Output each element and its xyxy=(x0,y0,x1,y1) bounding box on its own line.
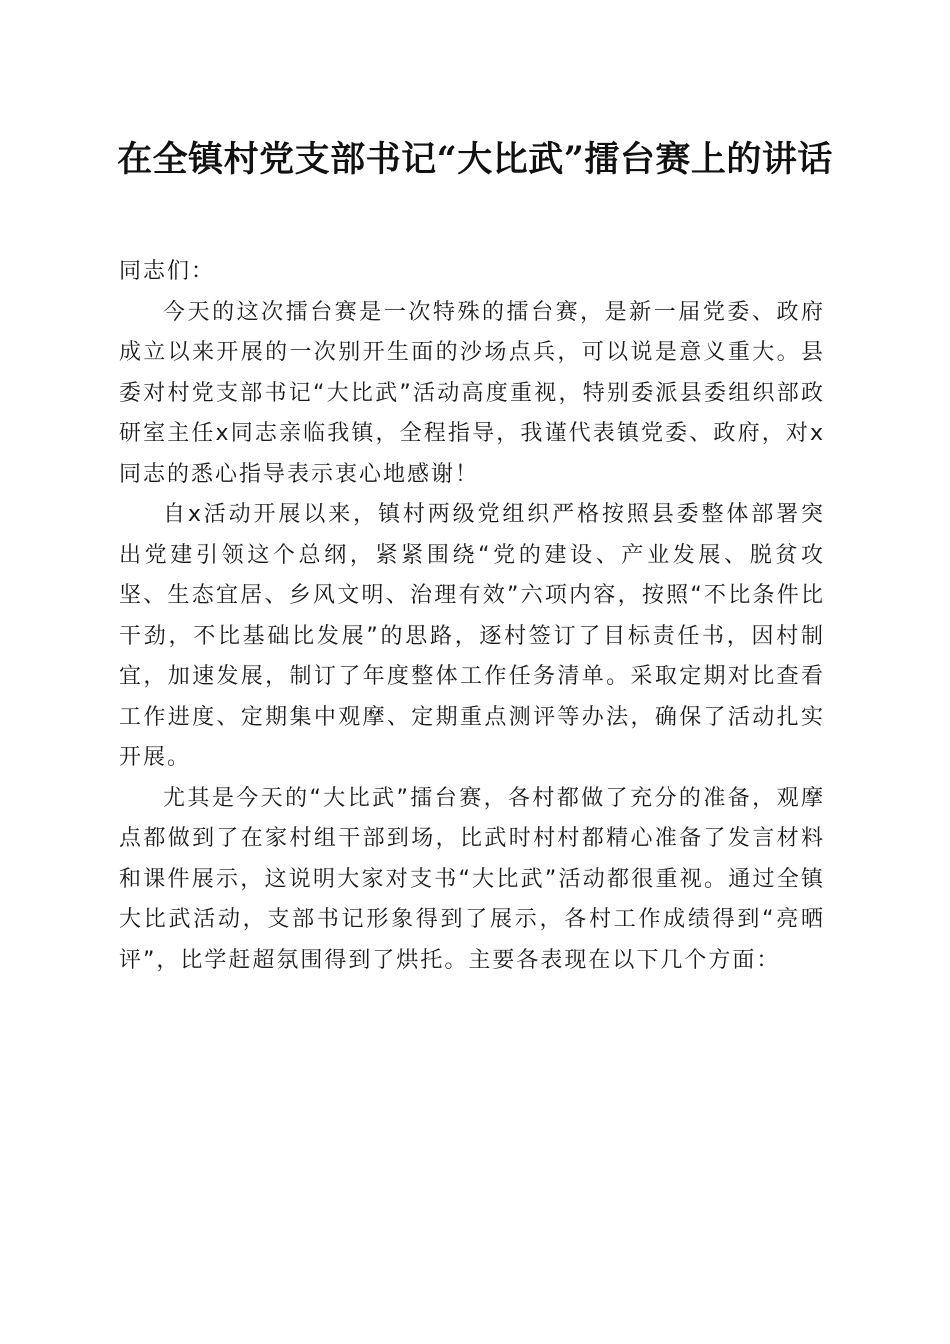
document-body xyxy=(119,252,825,981)
paragraph-3: 尤其是今天的“大比武”擂台赛，各村都做了充分的准备，观摩点都做到了在家村组干部到场，比武时村村都精心准备了发言材料和课件展示，这说明大家对支书“大比武”活动都很重视。通过全镇大比武活动，支部书记形象得到了展示，各村工作成绩得到“亮晒评”，比学赶超氛围得到了烘托。主要各表现在以下几个方面： xyxy=(119,785,825,973)
document-title: 在全镇村党支部书记“大比武”擂台赛上的讲话 xyxy=(117,139,833,180)
paragraph-2: 自x活动开展以来，镇村两级党组织严格按照县委整体部署突出党建引领这个总纲，紧紧围绕“党的建设、产业发展、脱贫攻坚、生态宜居、乡风文明、治理有效”六项内容，按照“不比条件比干劲，不比基础比发展”的思路，逐村签订了目标责任书，因村制宜，加速发展，制订了年度整体工作任务清单。采取定期对比查看工作进度、定期集中观摩、定期重点测评等办法，确保了活动扎实开展。 xyxy=(119,502,825,770)
salutation: 同志们： xyxy=(119,259,216,284)
paragraph-1: 今天的这次擂台赛是一次特殊的擂台赛，是新一届党委、政府成立以来开展的一次别开生面的沙场点兵，可以说是意义重大。县委对村党支部书记“大比武”活动高度重视，特别委派县委组织部政研室主任x同志亲临我镇，全程指导，我谨代表镇党委、政府，对x同志的悉心指导表示衷心地感谢！ xyxy=(119,299,825,487)
